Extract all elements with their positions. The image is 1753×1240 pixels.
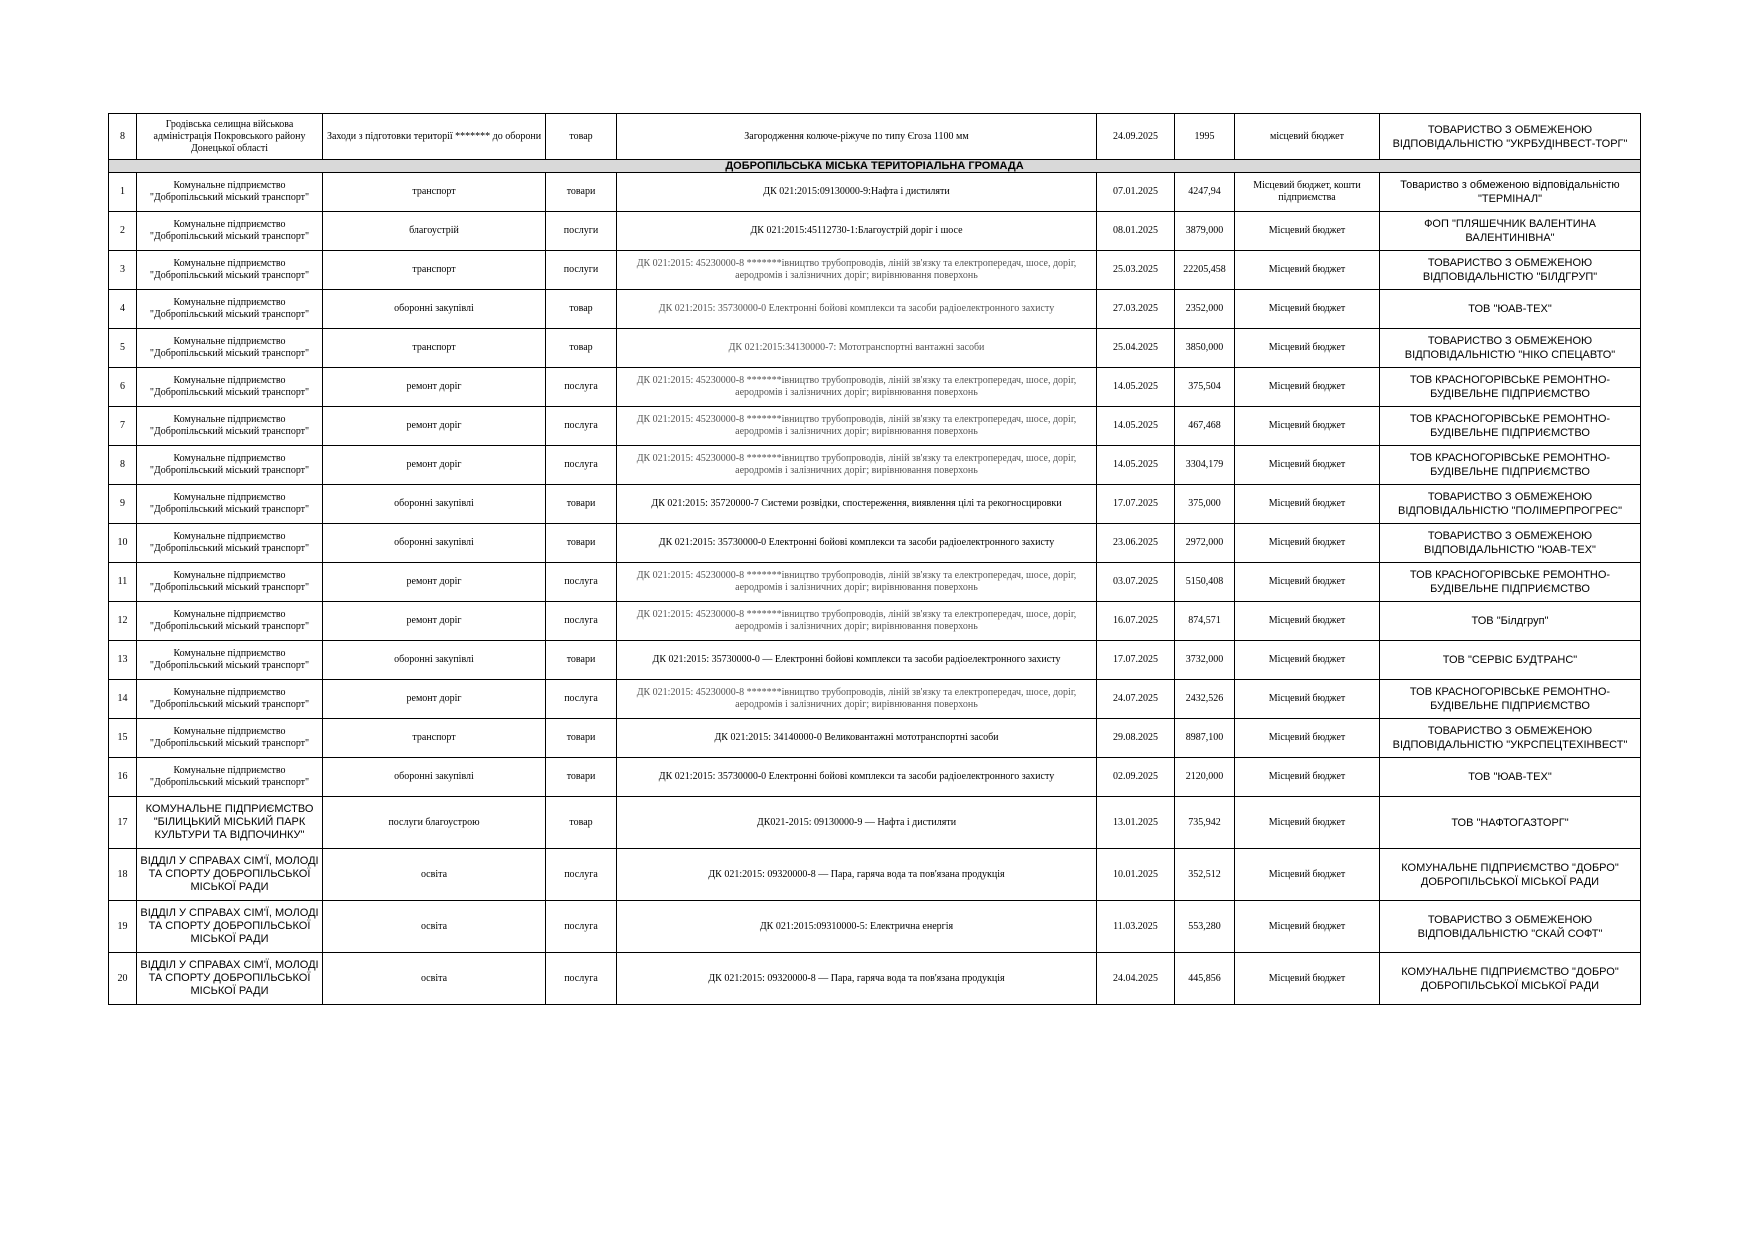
- cell-supplier: ТОВ КРАСНОГОРІВСЬКЕ РЕМОНТНО-БУДІВЕЛЬНЕ ПІДПРИЄМСТВО: [1380, 563, 1641, 602]
- cell-customer: Комунальне підприємство "Добропільський міський транспорт": [137, 719, 323, 758]
- table-row: [109, 407, 1641, 446]
- cell-funding-source: Місцевий бюджет: [1235, 212, 1380, 251]
- cell-purpose: транспорт: [323, 719, 546, 758]
- cell-date: 25.03.2025: [1097, 251, 1175, 290]
- cell-supplier: ТОВАРИСТВО З ОБМЕЖЕНОЮ ВІДПОВІДАЛЬНІСТЮ "НІКО СПЕЦАВТО": [1380, 329, 1641, 368]
- cell-funding-source: Місцевий бюджет: [1235, 329, 1380, 368]
- cell-description: ДК 021:2015: 35730000-0 — Електронні бойові комплекси та засоби радіоелектронного захисту: [617, 641, 1097, 680]
- cell-purpose: послуги благоустрою: [323, 797, 546, 849]
- cell-date: 14.05.2025: [1097, 407, 1175, 446]
- table-row: [109, 680, 1641, 719]
- procurement-sheet: [108, 113, 1640, 1005]
- cell-description: ДК 021:2015: 45230000-8 *******івництво трубопроводів, ліній зв'язку та електропередач, шосе, доріг, аеродромів і залізничних доріг; вирівнювання поверхонь: [617, 602, 1097, 641]
- procurement-table-body: [109, 114, 1641, 1005]
- cell-date: 11.03.2025: [1097, 901, 1175, 953]
- cell-amount: 2352,000: [1175, 290, 1235, 329]
- cell-funding-source: Місцевий бюджет: [1235, 524, 1380, 563]
- cell-type: послуга: [546, 368, 617, 407]
- cell-customer: Комунальне підприємство "Добропільський міський транспорт": [137, 563, 323, 602]
- cell-customer: Комунальне підприємство "Добропільський міський транспорт": [137, 290, 323, 329]
- cell-supplier: ТОВАРИСТВО З ОБМЕЖЕНОЮ ВІДПОВІДАЛЬНІСТЮ "ЮАВ-ТЕХ": [1380, 524, 1641, 563]
- cell-description: ДК 021:2015: 35730000-0 Електронні бойові комплекси та засоби радіоелектронного захисту: [617, 524, 1097, 563]
- cell-supplier: ФОП "ПЛЯШЕЧНИК ВАЛЕНТИНА ВАЛЕНТИНІВНА": [1380, 212, 1641, 251]
- table-row: [109, 329, 1641, 368]
- cell-num: 6: [109, 368, 137, 407]
- cell-purpose: ремонт доріг: [323, 602, 546, 641]
- cell-num: 3: [109, 251, 137, 290]
- cell-type: послуга: [546, 953, 617, 1005]
- cell-description: ДК 021:2015: 35720000-7 Системи розвідки, спостереження, виявлення цілі та рекогносцировки: [617, 485, 1097, 524]
- cell-customer: Комунальне підприємство "Добропільський міський транспорт": [137, 524, 323, 563]
- cell-num: 10: [109, 524, 137, 563]
- cell-supplier: ТОВАРИСТВО З ОБМЕЖЕНОЮ ВІДПОВІДАЛЬНІСТЮ "СКАЙ СОФТ": [1380, 901, 1641, 953]
- cell-funding-source: Місцевий бюджет: [1235, 290, 1380, 329]
- cell-description: ДК 021:2015:09130000-9:Нафта і дистиляти: [617, 173, 1097, 212]
- cell-type: товари: [546, 524, 617, 563]
- cell-amount: 375,000: [1175, 485, 1235, 524]
- cell-description: ДК 021:2015: 45230000-8 *******івництво трубопроводів, ліній зв'язку та електропередач, шосе, доріг, аеродромів і залізничних доріг; вирівнювання поверхонь: [617, 563, 1097, 602]
- cell-amount: 553,280: [1175, 901, 1235, 953]
- cell-type: товар: [546, 114, 617, 160]
- cell-num: 8: [109, 114, 137, 160]
- cell-supplier: ТОВ "НАФТОГАЗТОРГ": [1380, 797, 1641, 849]
- cell-date: 27.03.2025: [1097, 290, 1175, 329]
- cell-customer: Комунальне підприємство "Добропільський міський транспорт": [137, 446, 323, 485]
- cell-num: 11: [109, 563, 137, 602]
- cell-customer: ВІДДІЛ У СПРАВАХ СІМ'Ї, МОЛОДІ ТА СПОРТУ ДОБРОПІЛЬСЬКОЇ МІСЬКОЇ РАДИ: [137, 849, 323, 901]
- cell-date: 17.07.2025: [1097, 641, 1175, 680]
- cell-description: ДК 021:2015: 09320000-8 — Пара, гаряча вода та пов'язана продукція: [617, 953, 1097, 1005]
- cell-purpose: ремонт доріг: [323, 446, 546, 485]
- cell-amount: 735,942: [1175, 797, 1235, 849]
- cell-num: 4: [109, 290, 137, 329]
- cell-num: 2: [109, 212, 137, 251]
- cell-description: ДК 021:2015: 45230000-8 *******івництво трубопроводів, ліній зв'язку та електропередач, шосе, доріг, аеродромів і залізничних доріг; вирівнювання поверхонь: [617, 680, 1097, 719]
- cell-type: товари: [546, 485, 617, 524]
- cell-date: 24.09.2025: [1097, 114, 1175, 160]
- cell-description: ДК021-2015: 09130000-9 — Нафта і дистиляти: [617, 797, 1097, 849]
- table-row: [109, 953, 1641, 1005]
- cell-description: ДК 021:2015: 45230000-8 *******івництво трубопроводів, ліній зв'язку та електропередач, шосе, доріг, аеродромів і залізничних доріг; вирівнювання поверхонь: [617, 251, 1097, 290]
- cell-supplier: Товариство з обмеженою відповідальністю "ТЕРМІНАЛ": [1380, 173, 1641, 212]
- cell-supplier: КОМУНАЛЬНЕ ПІДПРИЄМСТВО "ДОБРО" ДОБРОПІЛЬСЬКОЇ МІСЬКОЇ РАДИ: [1380, 849, 1641, 901]
- cell-type: товар: [546, 329, 617, 368]
- cell-funding-source: місцевий бюджет: [1235, 114, 1380, 160]
- cell-num: 9: [109, 485, 137, 524]
- cell-date: 23.06.2025: [1097, 524, 1175, 563]
- cell-num: 7: [109, 407, 137, 446]
- table-row: [109, 173, 1641, 212]
- table-row: [109, 901, 1641, 953]
- cell-purpose: освіта: [323, 901, 546, 953]
- cell-amount: 2432,526: [1175, 680, 1235, 719]
- cell-funding-source: Місцевий бюджет: [1235, 758, 1380, 797]
- cell-date: 17.07.2025: [1097, 485, 1175, 524]
- cell-purpose: оборонні закупівлі: [323, 524, 546, 563]
- cell-customer: ВІДДІЛ У СПРАВАХ СІМ'Ї, МОЛОДІ ТА СПОРТУ ДОБРОПІЛЬСЬКОЇ МІСЬКОЇ РАДИ: [137, 953, 323, 1005]
- cell-funding-source: Місцевий бюджет: [1235, 680, 1380, 719]
- cell-amount: 8987,100: [1175, 719, 1235, 758]
- cell-date: 16.07.2025: [1097, 602, 1175, 641]
- table-row: [109, 563, 1641, 602]
- table-row: [109, 602, 1641, 641]
- cell-description: ДК 021:2015:45112730-1:Благоустрій доріг і шосе: [617, 212, 1097, 251]
- section-title: ДОБРОПІЛЬСЬКА МІСЬКА ТЕРИТОРІАЛЬНА ГРОМАДА: [109, 160, 1641, 173]
- cell-num: 17: [109, 797, 137, 849]
- cell-type: товар: [546, 290, 617, 329]
- cell-funding-source: Місцевий бюджет: [1235, 251, 1380, 290]
- cell-supplier: ТОВ КРАСНОГОРІВСЬКЕ РЕМОНТНО-БУДІВЕЛЬНЕ ПІДПРИЄМСТВО: [1380, 407, 1641, 446]
- table-row: [109, 114, 1641, 160]
- cell-date: 14.05.2025: [1097, 446, 1175, 485]
- cell-funding-source: Місцевий бюджет: [1235, 563, 1380, 602]
- cell-supplier: ТОВ КРАСНОГОРІВСЬКЕ РЕМОНТНО-БУДІВЕЛЬНЕ ПІДПРИЄМСТВО: [1380, 680, 1641, 719]
- cell-amount: 1995: [1175, 114, 1235, 160]
- cell-type: товари: [546, 719, 617, 758]
- cell-purpose: оборонні закупівлі: [323, 758, 546, 797]
- cell-num: 15: [109, 719, 137, 758]
- cell-description: ДК 021:2015: 45230000-8 *******івництво трубопроводів, ліній зв'язку та електропередач, шосе, доріг, аеродромів і залізничних доріг; вирівнювання поверхонь: [617, 407, 1097, 446]
- cell-funding-source: Місцевий бюджет: [1235, 797, 1380, 849]
- cell-type: послуга: [546, 680, 617, 719]
- cell-description: ДК 021:2015: 45230000-8 *******івництво трубопроводів, ліній зв'язку та електропередач, шосе, доріг, аеродромів і залізничних доріг; вирівнювання поверхонь: [617, 446, 1097, 485]
- cell-type: послуги: [546, 251, 617, 290]
- cell-purpose: транспорт: [323, 173, 546, 212]
- cell-customer: КОМУНАЛЬНЕ ПІДПРИЄМСТВО "БІЛИЦЬКИЙ МІСЬКИЙ ПАРК КУЛЬТУРИ ТА ВІДПОЧИНКУ": [137, 797, 323, 849]
- cell-type: товар: [546, 797, 617, 849]
- table-row: [109, 849, 1641, 901]
- cell-customer: Комунальне підприємство "Добропільський міський транспорт": [137, 407, 323, 446]
- cell-supplier: ТОВ КРАСНОГОРІВСЬКЕ РЕМОНТНО-БУДІВЕЛЬНЕ ПІДПРИЄМСТВО: [1380, 368, 1641, 407]
- cell-amount: 3732,000: [1175, 641, 1235, 680]
- table-row: [109, 524, 1641, 563]
- cell-num: 18: [109, 849, 137, 901]
- cell-customer: Комунальне підприємство "Добропільський міський транспорт": [137, 329, 323, 368]
- cell-amount: 2972,000: [1175, 524, 1235, 563]
- section-header-row: [109, 160, 1641, 173]
- cell-customer: Комунальне підприємство "Добропільський міський транспорт": [137, 758, 323, 797]
- cell-supplier: ТОВАРИСТВО З ОБМЕЖЕНОЮ ВІДПОВІДАЛЬНІСТЮ "БІЛДГРУП": [1380, 251, 1641, 290]
- cell-description: ДК 021:2015: 45230000-8 *******івництво трубопроводів, ліній зв'язку та електропередач, шосе, доріг, аеродромів і залізничних доріг; вирівнювання поверхонь: [617, 368, 1097, 407]
- cell-supplier: ТОВ "ЮАВ-ТЕХ": [1380, 290, 1641, 329]
- cell-funding-source: Місцевий бюджет: [1235, 602, 1380, 641]
- cell-date: 10.01.2025: [1097, 849, 1175, 901]
- table-row: [109, 719, 1641, 758]
- cell-description: ДК 021:2015: 09320000-8 — Пара, гаряча вода та пов'язана продукція: [617, 849, 1097, 901]
- table-row: [109, 290, 1641, 329]
- cell-amount: 352,512: [1175, 849, 1235, 901]
- cell-amount: 22205,458: [1175, 251, 1235, 290]
- cell-date: 25.04.2025: [1097, 329, 1175, 368]
- cell-type: товари: [546, 641, 617, 680]
- cell-customer: Комунальне підприємство "Добропільський міський транспорт": [137, 212, 323, 251]
- cell-date: 24.04.2025: [1097, 953, 1175, 1005]
- cell-customer: Гродівська селищна військова адміністрація Покровського району Донецької області: [137, 114, 323, 160]
- cell-description: ДК 021:2015: 35730000-0 Електронні бойові комплекси та засоби радіоелектронного захисту: [617, 290, 1097, 329]
- cell-customer: Комунальне підприємство "Добропільський міський транспорт": [137, 251, 323, 290]
- cell-amount: 874,571: [1175, 602, 1235, 641]
- cell-num: 19: [109, 901, 137, 953]
- cell-description: ДК 021:2015: 34140000-0 Великовантажні мототранспортні засоби: [617, 719, 1097, 758]
- cell-description: ДК 021:2015:09310000-5: Електрична енергія: [617, 901, 1097, 953]
- cell-purpose: освіта: [323, 953, 546, 1005]
- table-row: [109, 641, 1641, 680]
- procurement-table: [108, 113, 1641, 1005]
- table-row: [109, 797, 1641, 849]
- cell-type: послуга: [546, 602, 617, 641]
- cell-amount: 3304,179: [1175, 446, 1235, 485]
- cell-date: 29.08.2025: [1097, 719, 1175, 758]
- cell-amount: 3850,000: [1175, 329, 1235, 368]
- cell-num: 12: [109, 602, 137, 641]
- cell-purpose: ремонт доріг: [323, 563, 546, 602]
- cell-funding-source: Місцевий бюджет: [1235, 641, 1380, 680]
- table-row: [109, 485, 1641, 524]
- cell-amount: 4247,94: [1175, 173, 1235, 212]
- cell-purpose: освіта: [323, 849, 546, 901]
- cell-funding-source: Місцевий бюджет, кошти підприємства: [1235, 173, 1380, 212]
- cell-customer: Комунальне підприємство "Добропільський міський транспорт": [137, 173, 323, 212]
- cell-amount: 5150,408: [1175, 563, 1235, 602]
- cell-date: 07.01.2025: [1097, 173, 1175, 212]
- cell-type: послуги: [546, 212, 617, 251]
- cell-date: 14.05.2025: [1097, 368, 1175, 407]
- cell-num: 8: [109, 446, 137, 485]
- cell-type: послуга: [546, 407, 617, 446]
- cell-purpose: Заходи з підготовки території ******* до оборони: [323, 114, 546, 160]
- cell-funding-source: Місцевий бюджет: [1235, 407, 1380, 446]
- cell-funding-source: Місцевий бюджет: [1235, 901, 1380, 953]
- cell-description: ДК 021:2015:34130000-7: Мототранспортні вантажні засоби: [617, 329, 1097, 368]
- cell-supplier: ТОВАРИСТВО З ОБМЕЖЕНОЮ ВІДПОВІДАЛЬНІСТЮ "УКРСПЕЦТЕХІНВЕСТ": [1380, 719, 1641, 758]
- cell-supplier: КОМУНАЛЬНЕ ПІДПРИЄМСТВО "ДОБРО" ДОБРОПІЛЬСЬКОЇ МІСЬКОЇ РАДИ: [1380, 953, 1641, 1005]
- table-row: [109, 446, 1641, 485]
- cell-amount: 467,468: [1175, 407, 1235, 446]
- cell-funding-source: Місцевий бюджет: [1235, 446, 1380, 485]
- cell-purpose: оборонні закупівлі: [323, 641, 546, 680]
- cell-amount: 2120,000: [1175, 758, 1235, 797]
- cell-supplier: ТОВ "СЕРВІС БУДТРАНС": [1380, 641, 1641, 680]
- cell-type: товари: [546, 758, 617, 797]
- cell-description: ДК 021:2015: 35730000-0 Електронні бойові комплекси та засоби радіоелектронного захисту: [617, 758, 1097, 797]
- cell-supplier: ТОВ "Білдгруп": [1380, 602, 1641, 641]
- cell-type: послуга: [546, 849, 617, 901]
- table-row: [109, 251, 1641, 290]
- cell-num: 5: [109, 329, 137, 368]
- cell-description: Загородження колюче-ріжуче по типу Єгоза 1100 мм: [617, 114, 1097, 160]
- cell-type: товари: [546, 173, 617, 212]
- cell-funding-source: Місцевий бюджет: [1235, 485, 1380, 524]
- cell-customer: Комунальне підприємство "Добропільський міський транспорт": [137, 680, 323, 719]
- cell-type: послуга: [546, 563, 617, 602]
- table-row: [109, 212, 1641, 251]
- cell-funding-source: Місцевий бюджет: [1235, 719, 1380, 758]
- cell-supplier: ТОВАРИСТВО З ОБМЕЖЕНОЮ ВІДПОВІДАЛЬНІСТЮ "УКРБУДІНВЕСТ-ТОРГ": [1380, 114, 1641, 160]
- cell-customer: ВІДДІЛ У СПРАВАХ СІМ'Ї, МОЛОДІ ТА СПОРТУ ДОБРОПІЛЬСЬКОЇ МІСЬКОЇ РАДИ: [137, 901, 323, 953]
- cell-purpose: ремонт доріг: [323, 368, 546, 407]
- cell-num: 14: [109, 680, 137, 719]
- cell-amount: 375,504: [1175, 368, 1235, 407]
- cell-purpose: ремонт доріг: [323, 680, 546, 719]
- table-row: [109, 758, 1641, 797]
- cell-purpose: ремонт доріг: [323, 407, 546, 446]
- cell-date: 08.01.2025: [1097, 212, 1175, 251]
- cell-num: 16: [109, 758, 137, 797]
- cell-purpose: оборонні закупівлі: [323, 290, 546, 329]
- cell-customer: Комунальне підприємство "Добропільський міський транспорт": [137, 641, 323, 680]
- cell-customer: Комунальне підприємство "Добропільський міський транспорт": [137, 602, 323, 641]
- cell-funding-source: Місцевий бюджет: [1235, 368, 1380, 407]
- cell-num: 20: [109, 953, 137, 1005]
- table-row: [109, 368, 1641, 407]
- cell-purpose: оборонні закупівлі: [323, 485, 546, 524]
- cell-date: 03.07.2025: [1097, 563, 1175, 602]
- cell-amount: 3879,000: [1175, 212, 1235, 251]
- cell-date: 13.01.2025: [1097, 797, 1175, 849]
- cell-type: послуга: [546, 446, 617, 485]
- cell-purpose: благоустрій: [323, 212, 546, 251]
- cell-supplier: ТОВ КРАСНОГОРІВСЬКЕ РЕМОНТНО-БУДІВЕЛЬНЕ ПІДПРИЄМСТВО: [1380, 446, 1641, 485]
- cell-supplier: ТОВАРИСТВО З ОБМЕЖЕНОЮ ВІДПОВІДАЛЬНІСТЮ "ПОЛІМЕРПРОГРЕС": [1380, 485, 1641, 524]
- cell-amount: 445,856: [1175, 953, 1235, 1005]
- cell-supplier: ТОВ "ЮАВ-ТЕХ": [1380, 758, 1641, 797]
- cell-date: 02.09.2025: [1097, 758, 1175, 797]
- cell-purpose: транспорт: [323, 251, 546, 290]
- cell-type: послуга: [546, 901, 617, 953]
- cell-customer: Комунальне підприємство "Добропільський міський транспорт": [137, 485, 323, 524]
- cell-num: 13: [109, 641, 137, 680]
- cell-num: 1: [109, 173, 137, 212]
- cell-purpose: транспорт: [323, 329, 546, 368]
- cell-customer: Комунальне підприємство "Добропільський міський транспорт": [137, 368, 323, 407]
- cell-funding-source: Місцевий бюджет: [1235, 849, 1380, 901]
- cell-date: 24.07.2025: [1097, 680, 1175, 719]
- cell-funding-source: Місцевий бюджет: [1235, 953, 1380, 1005]
